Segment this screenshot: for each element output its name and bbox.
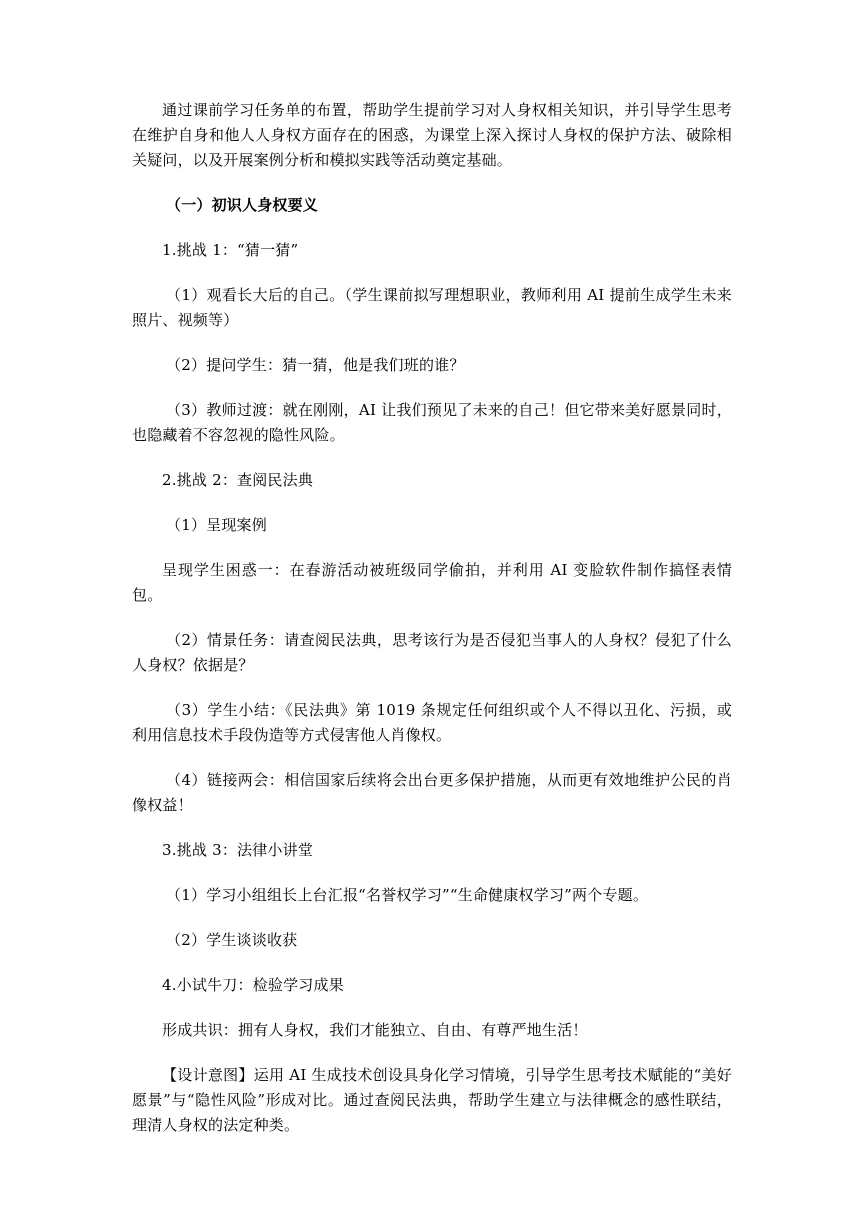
challenge-2-step-4: （4）链接两会：相信国家后续将会出台更多保护措施，从而更有效地维护公民的肖像权益！ <box>132 771 732 814</box>
case-description: 呈现学生困惑一：在春游活动被班级同学偷拍，并利用 AI 变脸软件制作搞怪表情包。 <box>132 561 732 604</box>
challenge-2-title: 2.挑战 2：查阅民法典 <box>162 471 314 489</box>
challenge-1-step-3: （3）教师过渡：就在刚刚，AI 让我们预见了未来的自己！但它带来美好愿景同时，也隐藏着不容忽视的隐性风险。 <box>132 401 732 444</box>
challenge-1-title: 1.挑战 1：“猜一猜” <box>162 241 299 259</box>
practice-title: 4.小试牛刀：检验学习成果 <box>162 976 344 994</box>
challenge-3-step-1: （1）学习小组组长上台汇报“名誉权学习”“生命健康权学习”两个专题。 <box>166 886 649 904</box>
design-intent-paragraph: 【设计意图】运用 AI 生成技术创设具身化学习情境，引导学生思考技术赋能的“美好愿景”与“隐性风险”形成对比。通过查阅民法典，帮助学生建立与法律概念的感性联结，理清人身权的法定种类。 <box>132 1066 732 1134</box>
consensus-paragraph: 形成共识：拥有人身权，我们才能独立、自由、有尊严地生活！ <box>162 1021 588 1039</box>
challenge-1-step-2: （2）提问学生：猜一猜，他是我们班的谁？ <box>166 356 465 374</box>
challenge-2-step-3: （3）学生小结：《民法典》第 1019 条规定任何组织或个人不得以丑化、污损，或利用信息技术手段伪造等方式侵害他人肖像权。 <box>132 701 732 744</box>
document-body <box>132 98 732 1158</box>
challenge-3-title: 3.挑战 3：法律小讲堂 <box>162 841 314 859</box>
challenge-3-step-2: （2）学生谈谈收获 <box>166 931 298 949</box>
challenge-1-step-1: （1）观看长大后的自己。（学生课前拟写理想职业，教师利用 AI 提前生成学生未来照片、视频等） <box>132 286 732 329</box>
intro-paragraph: 通过课前学习任务单的布置，帮助学生提前学习对人身权相关知识，并引导学生思考在维护自身和他人人身权方面存在的困惑，为课堂上深入探讨人身权的保护方法、破除相关疑问，以及开展案例分析和模拟实践等活动奠定基础。 <box>132 101 732 169</box>
challenge-2-step-1: （1）呈现案例 <box>166 516 267 534</box>
challenge-2-step-2: （2）情景任务：请查阅民法典，思考该行为是否侵犯当事人的人身权？侵犯了什么人身权？依据是？ <box>132 631 732 674</box>
section-heading: （一）初识人身权要义 <box>166 196 319 214</box>
